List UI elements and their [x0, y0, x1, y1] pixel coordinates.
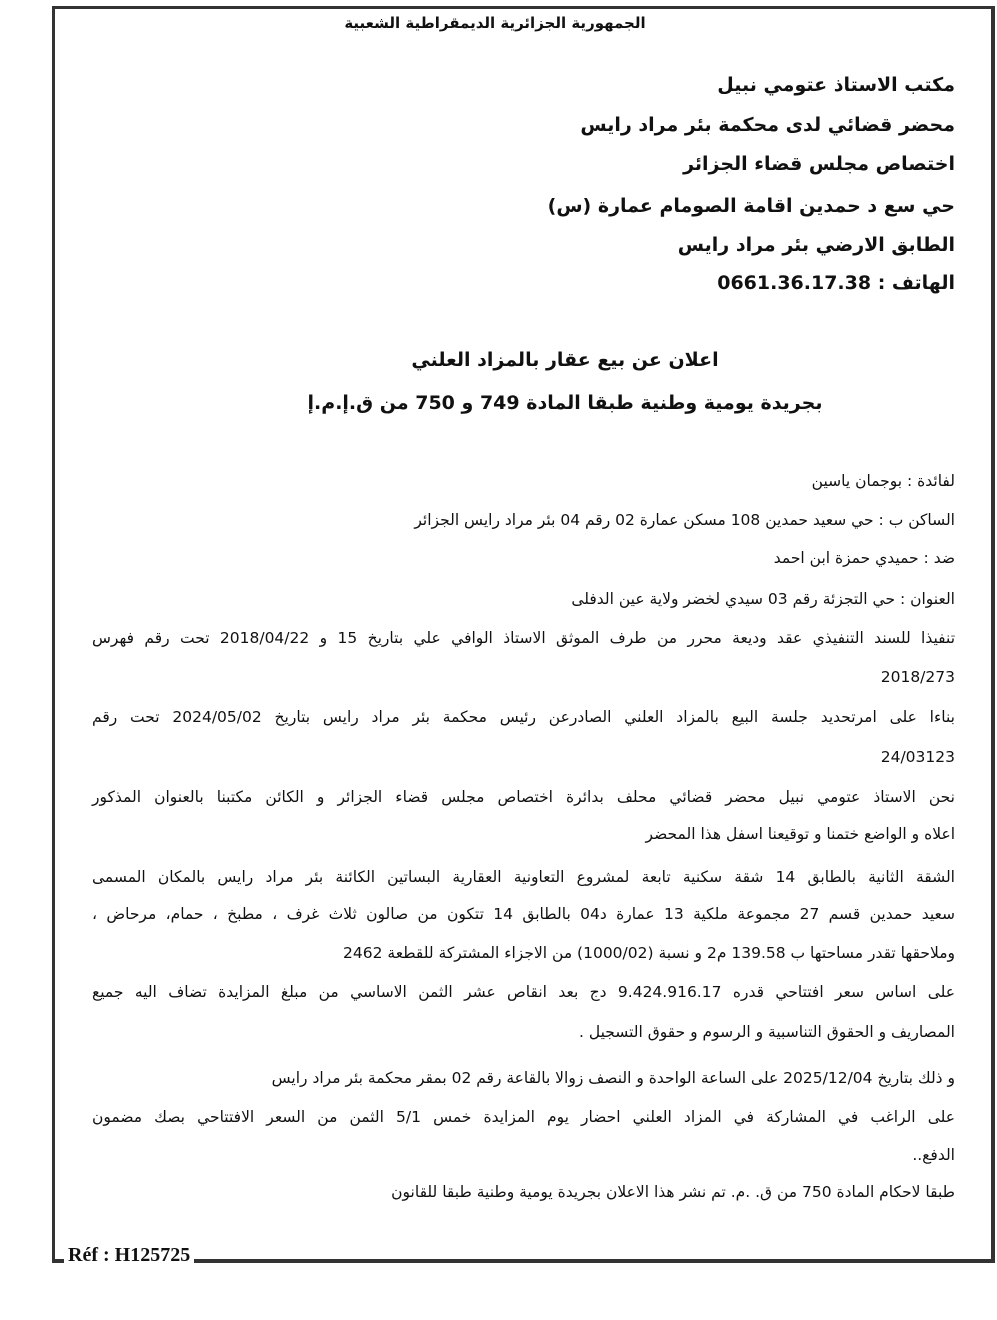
office-line: اختصاص مجلس قضاء الجزائر — [683, 153, 955, 175]
beneficiary-address: الساكن ب : حي سعيد حمدين 108 مسكن عمارة 02 رقم 04 بئر مراد رايس الجزائر — [414, 511, 955, 529]
body-line: و ذلك بتاريخ 2025/12/04 على الساعة الواحدة و النصف زوالا بالقاعة رقم 02 بمقر محكمة بئر مراد رايس — [271, 1069, 955, 1087]
defendant-address: العنوان : حي التجزئة رقم 03 سيدي لخضر ولاية عين الدفلى — [571, 590, 955, 608]
body-line: طبقا لاحكام المادة 750 من ق. .م. تم نشر هذا الاعلان بجريدة يومية وطنية طبقا للقانون — [391, 1183, 955, 1201]
office-line: مكتب الاستاذ عتومي نبيل — [717, 74, 955, 96]
reference-number: Réf : H125725 — [64, 1244, 194, 1267]
office-line: حي سع د حمدين اقامة الصومام عمارة (س) — [547, 195, 955, 217]
office-line: محضر قضائي لدى محكمة بئر مراد رايس — [580, 114, 955, 136]
office-phone: الهاتف : 0661.36.17.38 — [717, 272, 955, 294]
beneficiary: لفائدة : بوجمان ياسين — [811, 472, 955, 490]
republic-header: الجمهورية الجزائرية الديمقراطية الشعبية — [344, 14, 646, 32]
body-line: نحن الاستاذ عتومي نبيل محضر قضائي محلف بدائرة اختصاص مجلس قضاء الجزائر و الكائن مكتبنا بالعنوان المذكور — [92, 788, 955, 806]
office-line: الطابق الارضي بئر مراد رايس — [677, 234, 955, 256]
body-line: سعيد حمدين قسم 27 مجموعة ملكية 13 عمارة د04 بالطابق 14 تتكون من صالون ثلاث غرف ، مطبخ ، حمام، مرحاض ، — [92, 905, 955, 923]
body-line: تنفيذا للسند التنفيذي عقد وديعة محرر من طرف الموثق الاستاذ الوافي علي بتاريخ 15 و 2018/04/22 تحت رقم فهرس — [92, 629, 956, 647]
notice-subtitle: بجريدة يومية وطنية طبقا المادة 749 و 750 من ق.إ.م.إ — [307, 392, 823, 414]
body-line: على اساس سعر افتتاحي قدره 9.424.916.17 دج بعد انقاص عشر الثمن الاساسي من مبلغ المزايدة تضاف اليه جميع — [92, 983, 955, 1001]
body-line: الشقة الثانية بالطابق 14 شقة سكنية تابعة لمشروع التعاونية العقارية البساتين الكائنة بئر مراد رايس بالمكان المسمى — [92, 868, 955, 886]
body-line: المصاريف و الحقوق التناسبية و الرسوم و حقوق التسجيل . — [579, 1023, 955, 1041]
body-line: بناءا على امرتحديد جلسة البيع بالمزاد العلني الصادرعن رئيس محكمة بئر مراد رايس بتاريخ 2024/05/02 تحت رقم — [92, 708, 955, 726]
body-line: 24/03123 — [880, 748, 955, 766]
body-line: الدفع.. — [912, 1146, 955, 1164]
body-line: 2018/273 — [880, 668, 955, 686]
defendant: ضد : حميدي حمزة ابن احمد — [773, 549, 955, 567]
body-line: على الراغب في المشاركة في المزاد العلني احضار يوم المزايدة خمس 5/1 الثمن من السعر الافتتاحي بصك مضمون — [92, 1108, 955, 1126]
body-line: وملاحقها تقدر مساحتها ب 139.58 م2 و نسبة (1000/02) من الاجزاء المشتركة للقطعة 2462 — [343, 944, 955, 962]
notice-title: اعلان عن بيع عقار بالمزاد العلني — [411, 349, 719, 371]
body-line: اعلاه و الواضع ختمنا و توقيعنا اسفل هذا المحضر — [645, 825, 955, 843]
